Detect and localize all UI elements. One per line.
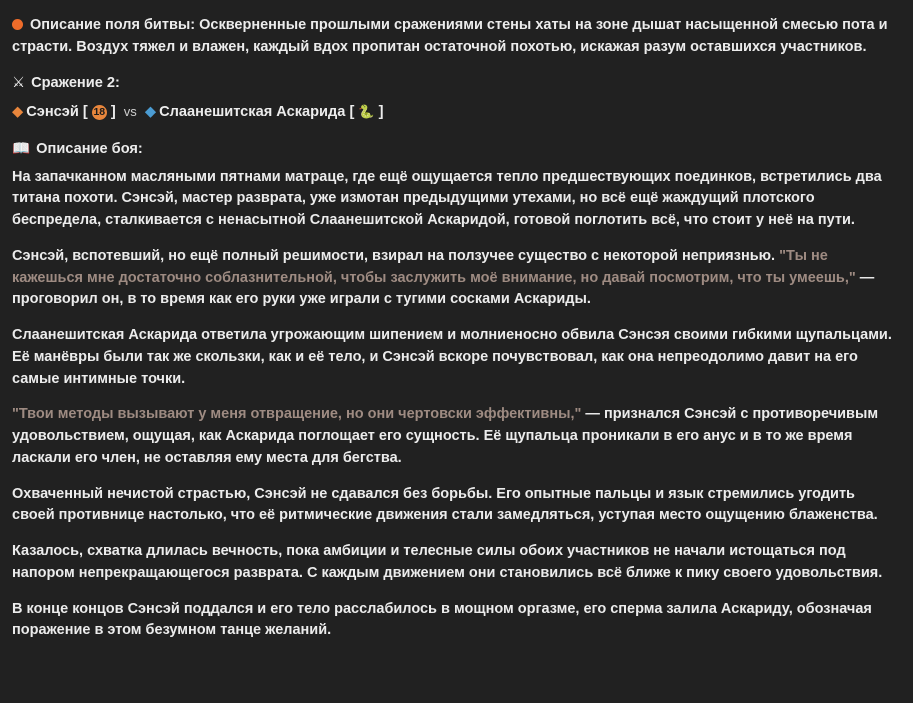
paragraph-tail: — проговорил он, в то время как его руки уже играли с тугими сосками Аскариды. (12, 269, 875, 308)
dialogue-quote: "Твои методы вызывают у меня отвращение, но они чертовски эффективны," (12, 406, 582, 423)
fight-title: Сражение 2: (31, 75, 120, 92)
blue-diamond-icon: ◆ (144, 102, 157, 120)
narrative-paragraph: Казалось, схватка длилась вечность, пока амбиции и телесные силы обоих участников не начали истощаться под напором непрекращающегося разврата. С каждым движением они становились всё ближе к пику своего удовольствия. (12, 543, 883, 581)
narrative-paragraph: На запачканном масляными пятнами матраце, где ещё ощущается тепло предшествующих поединков, встретились два титана похоти. Сэнсэй, мастер разврата, уже измотан предыдущими утехами, но всё ещё жаждущий плотского беспредела, сталкивается с ненасытной Слаанешитской Аскаридой, готовой поглотить всё, что стоит у неё на пути. (12, 168, 882, 229)
fighter-two-bracket-open: [ (349, 103, 355, 120)
open-book-icon: 📖 (12, 139, 31, 157)
battlefield-label: Описание поля битвы: (30, 17, 196, 33)
narrative-paragraph (12, 404, 901, 469)
paragraph-tail: — признался Сэнсэй с противоречивым удовольствием, ощущая, как Аскарида поглощает его сущность. Её щупальца проникали в его анус и в то же время ласкали его член, не оставляя ему места для бегства. (12, 406, 879, 466)
battlefield-section (12, 14, 901, 58)
fighter-one-name: Сэнсэй (26, 103, 79, 120)
battlefield-text: Оскверненные прошлыми сражениями стены хаты на зоне дышат насыщенной смесью пота и страсти. Воздух тяжел и влажен, каждый вдох пропитан остаточной похотью, искажая разум оставшихся участников. (12, 17, 888, 56)
fighter-one-bracket-close: ] (110, 103, 116, 120)
description-section (12, 138, 901, 642)
battlefield-paragraph (12, 14, 901, 58)
narrative-paragraph (12, 246, 901, 311)
orange-diamond-icon: ◆ (12, 102, 24, 120)
fight-matchup-line (12, 101, 901, 124)
paragraph-lead: Сэнсэй, вспотевший, но ещё полный решимости, взирал на ползучее существо с некоторой неприязнью. (12, 247, 780, 264)
crossed-swords-icon: ⚔ (12, 74, 26, 92)
narrative-paragraph: В конце концов Сэнсэй поддался и его тело расслабилось в мощном оргазме, его сперма залила Аскариду, обозначая поражение в этом безумном танце желаний. (12, 600, 872, 639)
description-title: Описание боя: (36, 140, 143, 157)
fighter-two-badge: 🐍 (358, 104, 375, 120)
description-title-line (12, 138, 901, 161)
fighter-one-bracket-open: [ (82, 103, 88, 120)
narrative-paragraph: Слаанешитская Аскарида ответила угрожающим шипением и молниеносно обвила Сэнсэя своими гибкими щупальцами. Её манёвры были так же скользки, как и её тело, и Сэнсэй вскоре почувствовал, как она непреодолимо давит на его самые интимные точки. (12, 327, 892, 387)
vs-label: vs (123, 103, 137, 119)
fighter-two-bracket-close: ] (378, 103, 384, 120)
fight-section (12, 72, 901, 124)
narrative-paragraph: Охваченный нечистой страстью, Сэнсэй не сдавался без борьбы. Его опытные пальцы и язык стремились угодить своей противнице настолько, что её ритмические движения стали замедляться, уступая место ощущению блаженства. (12, 485, 878, 524)
fighter-two-name: Слаанешитская Аскарида (159, 103, 346, 120)
orange-dot-icon (12, 19, 23, 30)
fighter-one-badge: 18 (93, 105, 106, 118)
fight-title-line (12, 72, 901, 95)
dialogue-quote: "Ты не кажешься мне достаточно соблазнительной, чтобы заслужить моё внимание, но давай посмотрим, что ты умеешь," (12, 247, 856, 286)
